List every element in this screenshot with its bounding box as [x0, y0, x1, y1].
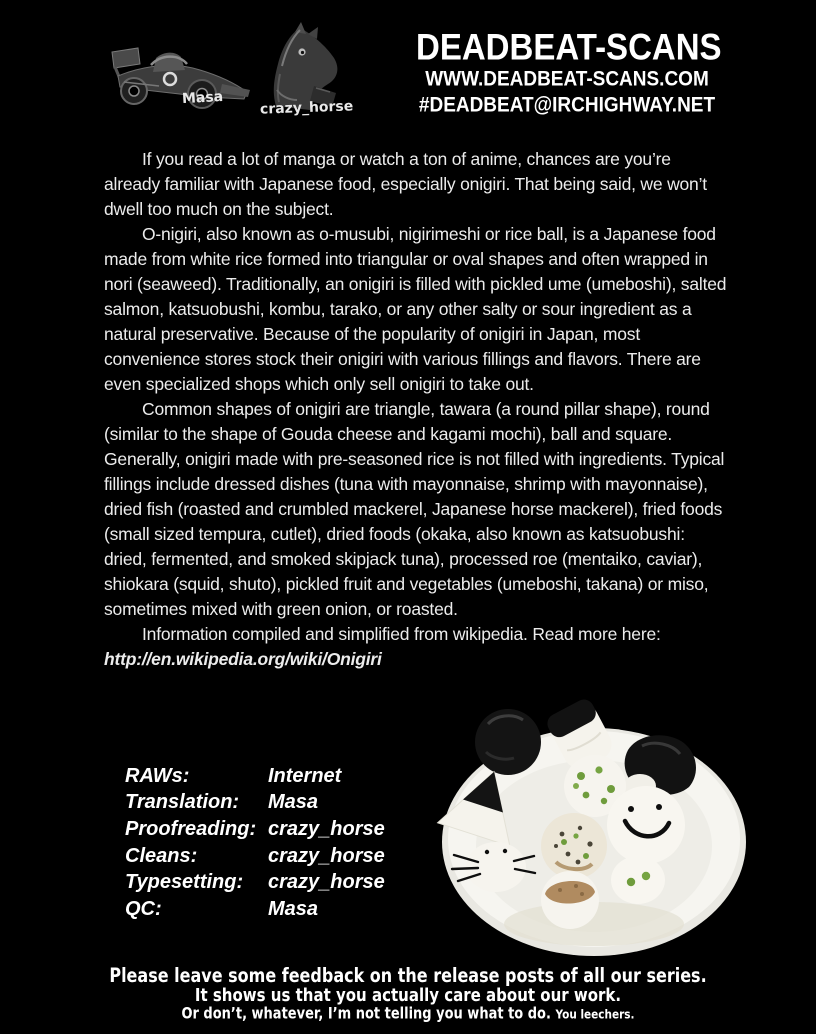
group-irc-channel: #DEADBEAT@IRCHIGHWAY.NET — [418, 93, 716, 117]
footer-line-3-small: You leechers. — [555, 1007, 635, 1023]
footer-line-3-main: Or don’t, whatever, I’m not telling you what to do. — [181, 1005, 551, 1024]
credit-label: QC: — [125, 897, 162, 920]
paragraph-definition: O-nigiri, also known as o-musubi, nigirimeshi or rice ball, is a Japanese food made from white rice formed into triangular or oval shapes and often wrapped in nori (seaweed). Traditionally, an onigiri is filled with pickled ume (umeboshi), salted salmon, katsuobushi, kombu, tarako, or any other salty or sour ingredient as a natural preservative. Because of the popularity of onigiri in Japan, most convenience stores stock their onigiri with various fillings and flavors. There are even specialized shops which only sell onigiri to take out. — [104, 224, 727, 394]
crazy-horse-label: crazy_horse — [259, 98, 354, 118]
paragraph-shapes-fillings: Common shapes of onigiri are triangle, tawara (a round pillar shape), round (similar to the shape of Gouda cheese and kagami mochi), ball and square. Generally, onigiri made with pre-seasoned rice is not filled with ingredients. Typical fillings include dressed dishes (tuna with mayonnaise, shrimp with mayonnaise), dried fish (roasted and crumbled mackerel, Japanese horse mackerel), fried foods (small sized tempura, cutlet), dried foods (okaka, also known as katsuobushi: dried, fermented, and smoked skipjack tuna), processed roe (mentaiko, caviar), shiokara (squid, shuto), pickled fruit and vegetables (umeboshi, takana) or miso, sometimes mixed with green onion, or roasted. — [104, 399, 725, 619]
credit-label: Cleans: — [125, 844, 198, 867]
masa-label: Masa — [181, 88, 224, 108]
credits-list — [125, 763, 385, 923]
group-title-block — [416, 26, 722, 117]
footer-line-2: It shows us that you actually care about our work. — [194, 984, 622, 1006]
paragraph-intro: If you read a lot of manga or watch a ton of anime, chances are you’re already familiar with Japanese food, especially onigiri. That being said, we won’t dwell too much on the subject. — [104, 149, 707, 219]
group-website-url: WWW.DEADBEAT-SCANS.COM — [425, 67, 709, 91]
footer-note — [0, 966, 816, 1024]
credit-value: crazy_horse — [268, 871, 385, 894]
credit-value: Masa — [268, 791, 319, 814]
credit-row-proofreading — [125, 816, 385, 843]
credit-label: RAWs: — [125, 764, 190, 787]
credit-value: Masa — [268, 897, 319, 920]
credit-row-translation — [125, 790, 385, 817]
credit-label: Proofreading: — [125, 817, 257, 840]
credit-row-cleans — [125, 843, 385, 870]
footer-line-3 — [0, 1004, 816, 1026]
wikipedia-url-link[interactable]: http://en.wikipedia.org/wiki/Onigiri — [104, 649, 382, 669]
onigiri-plate-photo — [428, 694, 760, 967]
paragraph-source: Information compiled and simplified from wikipedia. Read more here: — [142, 624, 661, 644]
onigiri-article — [104, 147, 730, 672]
footer-line-1: Please leave some feedback on the release posts of all our series. — [109, 964, 707, 987]
credit-row-raws — [125, 763, 385, 790]
group-title: DEADBEAT-SCANS — [416, 26, 722, 68]
race-car-icon — [104, 34, 254, 117]
credit-value: crazy_horse — [268, 844, 385, 867]
credit-row-typesetting — [125, 869, 385, 896]
credit-row-qc — [125, 896, 385, 923]
credit-label: Translation: — [125, 791, 240, 814]
credit-value: crazy_horse — [268, 817, 385, 840]
credit-value: Internet — [268, 764, 342, 787]
credit-label: Typesetting: — [125, 871, 244, 894]
